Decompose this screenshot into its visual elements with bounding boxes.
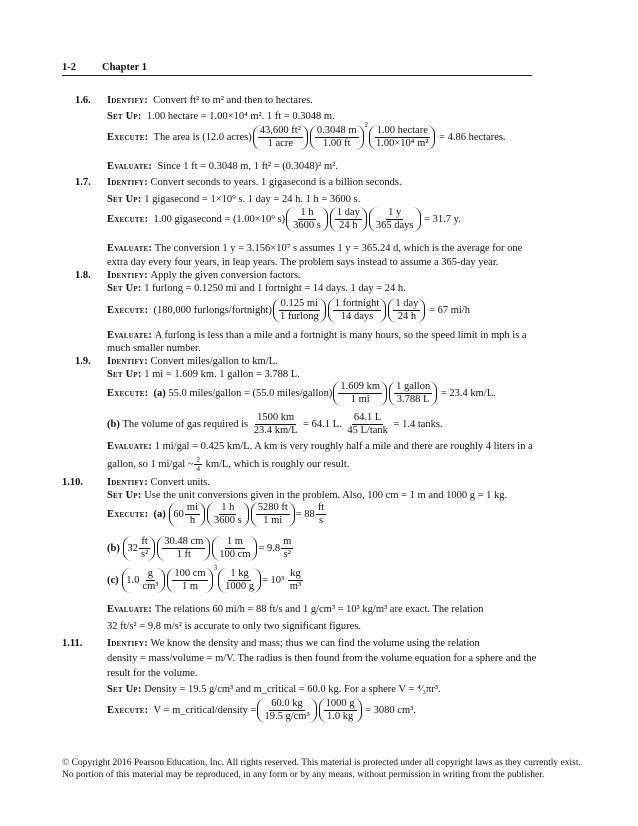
identify-line: Identify: Apply the given conversion factors. (107, 270, 301, 281)
evaluate-line-cont: much smaller number. (107, 343, 201, 354)
execute-line: Execute: V = m_critical/density = $\frac{60.0 kg}{\text{19.5 g/cm³}}$ $\frac{1000 g}{1.0 kg}$ = 3080 cm³. (107, 698, 416, 722)
problem-number: 1.11. (62, 638, 83, 649)
problem-number: 1.7. (75, 177, 91, 188)
execute-line: Execute: (180,000 furlongs/fortnight) $\frac{0.125 mi}{\text{1 furlong}}$ $\frac{\text{1 fortnight}}{\text{14 days}}$ $\frac{\text{1 day}}{24 h}$ = 67 mi/h (107, 298, 470, 322)
identify-line: Identify: Convert seconds to years. 1 gigasecond is a billion seconds. (107, 177, 402, 188)
problem-number: 1.6. (75, 95, 91, 106)
page-number: 1-2 (62, 62, 76, 73)
execute-line-b: (b) 32 $\frac{ft}{\text{s²}}$ $\frac{30.48 cm}{1 ft}$ $\frac{1 m}{100 cm}$ = 9.8 $\frac{m}{\text{s²}}$ (107, 536, 292, 560)
copyright-footer: © Copyright 2016 Pearson Education, Inc. All rights reserved. This material is protected under all copyright laws as they currently exist. No portion of this material may be reproduced, in any form or by any means, without permission in writing from the publisher. (62, 758, 581, 780)
evaluate-line-cont: 32 ft/s² = 9.8 m/s² is accurate to only two significant figures. (107, 621, 361, 632)
evaluate-line: Evaluate: The conversion 1 y = 3.156×10⁷ s assumes 1 y = 365.24 d, which is the average for one (107, 243, 523, 254)
identify-line: Identify: Convert units. (107, 477, 211, 488)
identify-line-cont: density = mass/volume = m/V. The radius is then found from the volume equation for a sphere and the (107, 653, 537, 664)
header-rule (62, 75, 532, 76)
setup-line: Set Up: Density = 19.5 g/cm³ and m_critical = 60.0 kg. For a sphere V = ⁴⁄₃πr³. (107, 684, 441, 695)
setup-line: Set Up: 1.00 hectare = 1.00×10⁴ m². 1 ft = 0.3048 m. (107, 111, 335, 122)
execute-line-a: Execute: (a) 60 $\frac{mi}{h}$ $\frac{1 h}{3600 s}$ $\frac{5280 ft}{1 mi}$ = 88 $\frac{ft}{s}$ (107, 502, 325, 526)
identify-line: Identify: We know the density and mass; thus we can find the volume using the relation (107, 638, 480, 649)
identify-line: Identify: Convert miles/gallon to km/L. (107, 356, 278, 367)
execute-line: Execute: 1.00 gigasecond = (1.00×10⁹ s) $\frac{1 h}{3600 s}$ $\frac{\text{1 day}}{24 h}$ $\frac{1 y}{\text{365 days}}$ = 31.7 y. (107, 207, 461, 231)
identify-line-cont: result for the volume. (107, 668, 198, 679)
setup-line: Set Up: Use the unit conversions given in the problem. Also, 100 cm = 1 m and 1000 g = 1 kg. (107, 490, 508, 501)
setup-line: Set Up: 1 furlong = 0.1250 mi and 1 fortnight = 14 days. 1 day = 24 h. (107, 283, 406, 294)
execute-line: Execute: (a) 55.0 miles/gallon = (55.0 miles/gallon) $\frac{1.609 km}{1 mi}$ $\frac{\text{1 gallon}}{3.788 L}$ = 23.4 km/L. (107, 381, 496, 405)
setup-line: Set Up: 1 gigasecond = 1×10⁹ s. 1 day = 24 h. 1 h = 3600 s. (107, 194, 361, 205)
part-b-line: (b) The volume of gas required is $\frac{1500 km}{23.4 km/L}$ = 64.1 L. $\frac{64.1 L}{45 L/\tan k}$ = 1.4 tanks. (107, 412, 443, 436)
identify-line: Identify: Convert ft² to m² and then to hectares. (107, 95, 313, 106)
evaluate-line: Evaluate: Since 1 ft = 0.3048 m, 1 ft² = (0.3048)² m². (107, 161, 338, 172)
problem-number: 1.8. (75, 270, 91, 281)
evaluate-line: Evaluate: A furlong is less than a mile and a fortnight is many hours, so the speed limit in mph is a (107, 330, 527, 341)
evaluate-line-cont: gallon, so 1 mi/gal ~ $\frac{2}{4}$ km/L, which is roughly our result. (107, 456, 350, 473)
evaluate-line: Evaluate: 1 mi/gal = 0.425 km/L. A km is very roughly half a mile and there are roughly 4 liters in a (107, 441, 533, 452)
evaluate-line-cont: extra day every four years, in leap years. The problem says instead to assume a 365-day year. (107, 257, 499, 268)
execute-line: Execute: The area is (12.0 acres) $\frac{\text{43,600 ft²}}{\text{1 acre}}$ $\frac{0.3048 m}{1.00 ft}$ 2 $\frac{\text{1.00 hectare}}{\text{1.00×10⁴ m²}}$ = 4.86 hectares. (107, 121, 506, 149)
execute-line-c: (c) 1.0 $\frac{g}{\text{cm³}}$ $\frac{100 cm}{1 m}$ 3 $\frac{1 kg}{1000 g}$ = 10³ $\frac{kg}{\text{m³}}$ (107, 564, 302, 592)
setup-line: Set Up: 1 mi = 1.609 km. 1 gallon = 3.788 L. (107, 369, 300, 380)
page-header (62, 62, 148, 73)
problem-number: 1.10. (62, 477, 83, 488)
evaluate-line: Evaluate: The relations 60 mi/h = 88 ft/s and 1 g/cm³ = 10³ kg/m³ are exact. The relation (107, 604, 484, 615)
problem-number: 1.9. (75, 356, 91, 367)
chapter-title: Chapter 1 (102, 62, 148, 73)
